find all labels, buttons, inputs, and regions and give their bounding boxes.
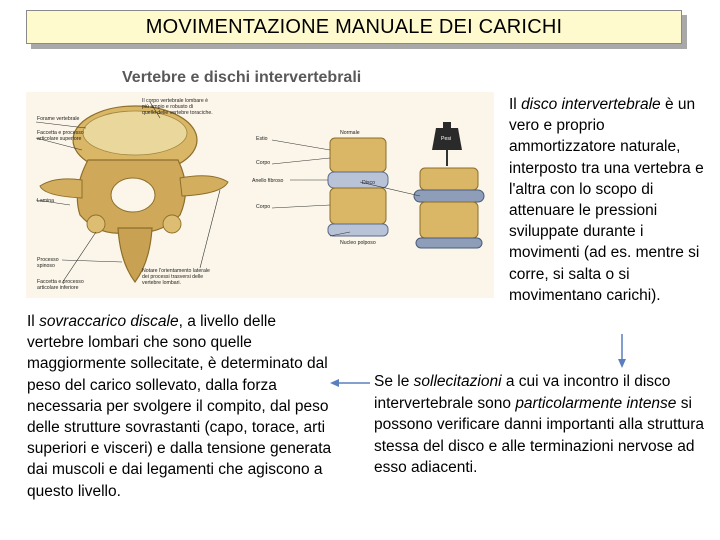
- para-right-post: è un vero e proprio ammortizzatore naturale, interposto tra una vertebra e l'altra con lo scopo di attenuare le pressioni sviluppate durante i movimenti (ad es. mentre si corre, si salta o si movimentano carichi).: [509, 96, 704, 304]
- label-corpo-3: quello delle vertebre toraciche.: [142, 110, 213, 116]
- para-bottom-post: si possono verificare danni importanti alla struttura stessa del disco e alle terminazioni nervose ad esso adiacenti.: [374, 394, 704, 477]
- label-faccetta-sup-1: Faccetta e processo: [37, 130, 84, 136]
- label-corpo-r1: Corpo: [256, 160, 271, 166]
- para-bottom-em1: sollecitazioni: [413, 373, 502, 390]
- label-corpo-2: più ampio e robusto di: [142, 104, 194, 110]
- para-right-pre: Il: [509, 96, 522, 113]
- label-spinoso-1: Processo: [37, 257, 59, 263]
- paragraph-sovraccarico: [27, 311, 337, 502]
- para-right-em: disco intervertebrale: [521, 96, 661, 113]
- label-disco: Disco: [362, 180, 375, 186]
- label-nucleo: Nucleo polposo: [340, 240, 376, 246]
- para-left-pre: Il: [27, 313, 40, 330]
- para-left-post: , a livello delle vertebre lombari che sono quelle maggiormente sollecitate, è determinato dal peso del carico sollevato, dalla forza necessaria per svolgere il compito, dal peso delle strutture sovrastanti (capo, torace, arti superiori e visceri) e dalla tensione generata dai muscoli e dai legamenti che agiscono a questo livello.: [27, 313, 332, 500]
- para-left-em: sovraccarico discale: [39, 313, 179, 330]
- disc-right-figure: [240, 92, 494, 298]
- paragraph-disco: [509, 94, 713, 306]
- label-corpo-1: Il corpo vertebrale lombare è: [142, 98, 209, 104]
- label-lamina: Lamina: [37, 198, 55, 204]
- paragraph-sollecitazioni: [374, 371, 714, 479]
- page-title-text: MOVIMENTAZIONE MANUALE DEI CARICHI: [145, 15, 563, 38]
- arrow-down: [618, 334, 626, 368]
- label-note-3: vertebre lombari.: [142, 280, 181, 286]
- label-anello: Anello fibroso: [252, 178, 284, 184]
- para-bottom-em2: particolarmente intense: [515, 394, 677, 412]
- label-spinoso-2: spinoso: [37, 263, 55, 269]
- para-bottom-pre: Se le: [374, 373, 414, 390]
- label-faccetta-inf-1: Faccetta e processo: [37, 279, 84, 285]
- label-corpo-r2: Corpo: [256, 204, 271, 210]
- label-note-1: Notare l'orientamento laterale: [142, 268, 210, 274]
- para-bottom-mid: a cui va incontro il disco intervertebrale sono: [374, 373, 671, 412]
- label-normale: Normale: [340, 130, 360, 136]
- label-note-2: dei processi trasversi delle: [142, 274, 204, 280]
- label-faccetta-sup-2: articolare superiore: [37, 136, 82, 142]
- figure-heading: Vertebre e dischi intervertebrali: [122, 69, 362, 86]
- label-foramen: Forame vertebrale: [37, 116, 80, 122]
- label-pesi: Pesi: [441, 136, 452, 142]
- label-estio: Estio: [256, 136, 268, 142]
- label-faccetta-inf-2: articolare inferiore: [37, 285, 79, 291]
